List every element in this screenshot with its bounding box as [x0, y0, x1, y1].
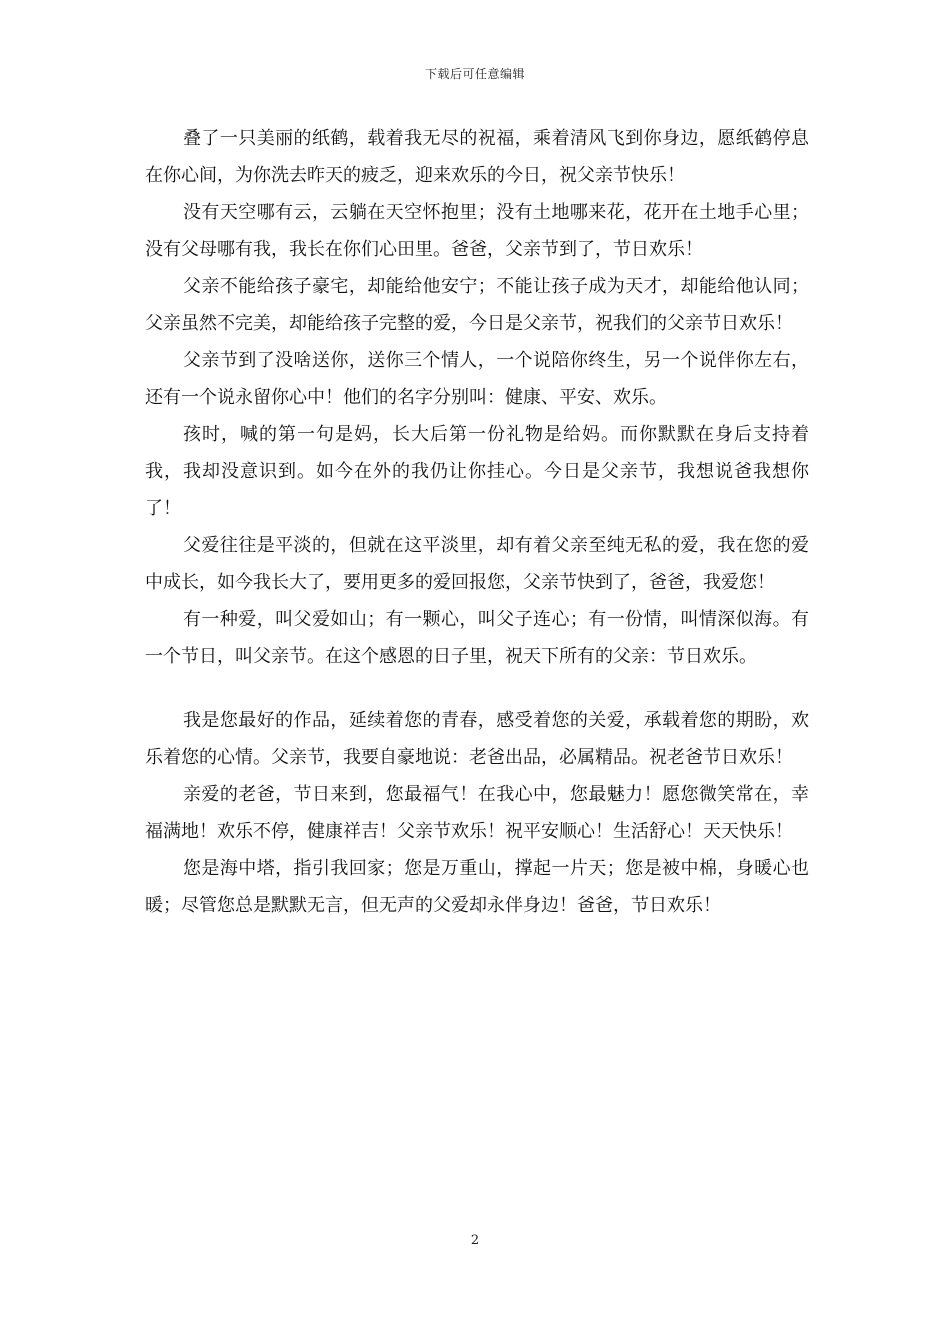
paragraph: 父爱往往是平淡的，但就在这平淡里，却有着父亲至纯无私的爱，我在您的爱中成长，如今我长大了，要用更多的爱回报您，父亲节快到了，爸爸，我爱您！: [145, 535, 809, 593]
paragraph: 孩时，喊的第一句是妈，长大后第一份礼物是给妈。而你默默在身后支持着我，我却没意识到。如今在外的我仍让你挂心。今日是父亲节，我想说爸我想你了！: [145, 424, 809, 519]
paragraph-gap: [145, 675, 809, 702]
page-content: [145, 120, 809, 924]
paragraph: 叠了一只美丽的纸鹤，载着我无尽的祝福，乘着清风飞到你身边，愿纸鹤停息在你心间，为你洗去昨天的疲乏，迎来欢乐的今日，祝父亲节快乐！: [145, 128, 809, 186]
paragraph: 父亲不能给孩子豪宅，却能给他安宁；不能让孩子成为天才，却能给他认同；父亲虽然不完美，却能给孩子完整的爱，今日是父亲节，祝我们的父亲节日欢乐！: [145, 276, 809, 334]
page-number: 2: [470, 1233, 480, 1248]
paragraph: 您是海中塔，指引我回家；您是万重山，撑起一片天；您是被中棉，身暖心也暖；尽管您总是默默无言，但无声的父爱却永伴身边！爸爸，节日欢乐！: [145, 858, 809, 916]
paragraph: 我是您最好的作品，延续着您的青春，感受着您的关爱，承载着您的期盼，欢乐着您的心情。父亲节，我要自豪地说：老爸出品，必属精品。祝老爸节日欢乐！: [145, 710, 809, 768]
paragraph: 父亲节到了没啥送你，送你三个情人，一个说陪你终生，另一个说伴你左右，还有一个说永留你心中！他们的名字分别叫：健康、平安、欢乐。: [145, 350, 809, 408]
paragraph: 没有天空哪有云，云躺在天空怀抱里；没有土地哪来花，花开在土地手心里；没有父母哪有我，我长在你们心田里。爸爸，父亲节到了，节日欢乐！: [145, 202, 809, 260]
page-header: 下载后可任意编辑: [424, 67, 525, 81]
paragraph: 亲爱的老爸，节日来到，您最福气！在我心中，您最魅力！愿您微笑常在，幸福满地！欢乐不停，健康祥吉！父亲节欢乐！祝平安顺心！生活舒心！天天快乐！: [145, 784, 809, 842]
paragraph: 有一种爱，叫父爱如山；有一颗心，叫父子连心；有一份情，叫情深似海。有一个节日，叫父亲节。在这个感恩的日子里，祝天下所有的父亲：节日欢乐。: [145, 609, 809, 667]
